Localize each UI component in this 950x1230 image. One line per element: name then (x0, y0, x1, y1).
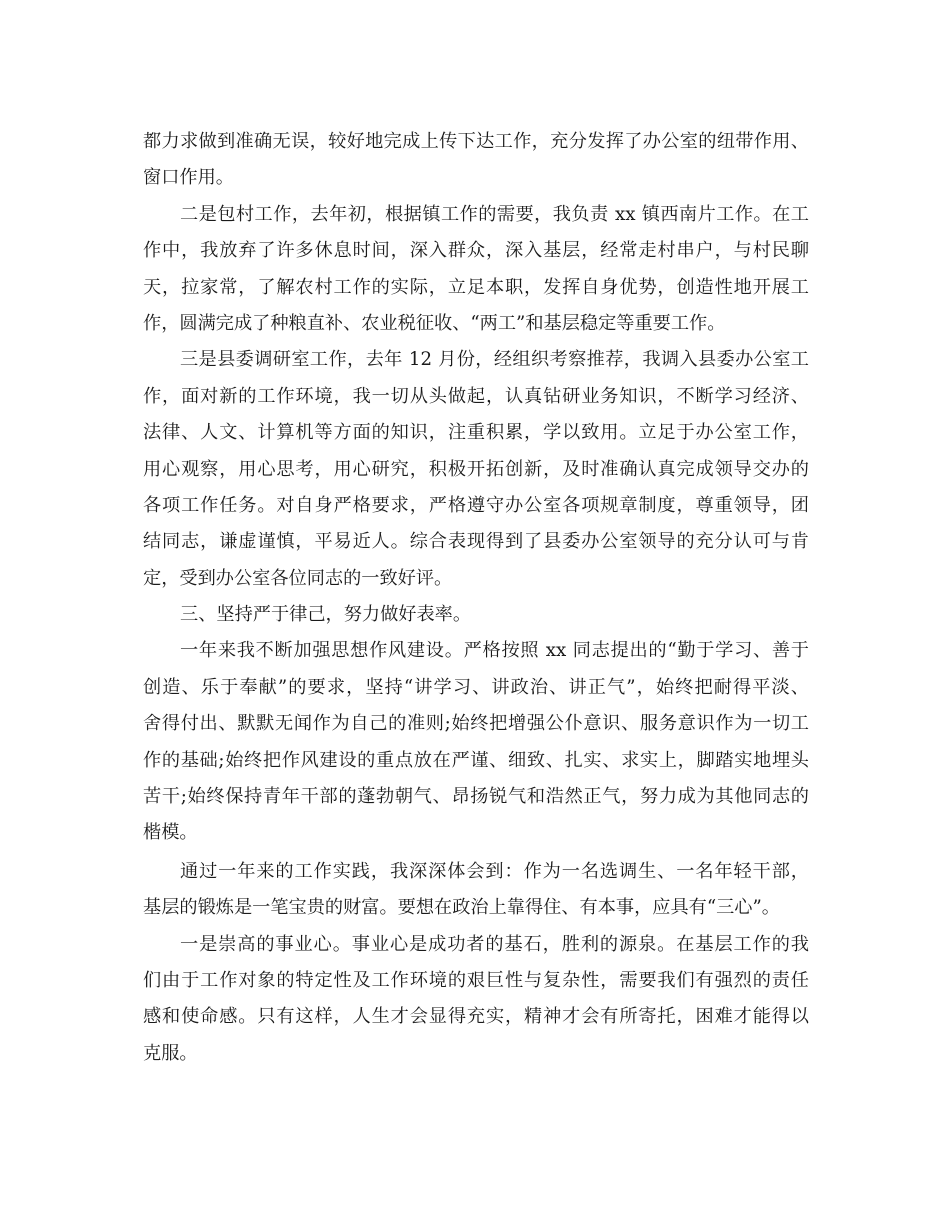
text-line: 定，受到办公室各位同志的一致好评。 (143, 567, 453, 589)
text-line: 作的基础;始终把作风建设的重点放在严谨、细致、扎实、求实上，脚踏实地埋头 (143, 749, 809, 771)
text-line: 作，面对新的工作环境，我一切从头做起，认真钻研业务知识，不断学习经济、 (143, 385, 809, 407)
text-line: 作中，我放弃了许多休息时间，深入群众，深入基层，经常走村串户，与村民聊 (143, 240, 809, 262)
text-line: 舍得付出、默默无闻作为自己的准则;始终把增强公仆意识、服务意识作为一切工 (143, 713, 809, 735)
text-line: 基层的锻炼是一笔宝贵的财富。要想在政治上靠得住、有本事，应具有“三心”。 (143, 897, 780, 919)
text-line: 感和使命感。只有这样，人生才会显得充实，精神才会有所寄托，困难才能得以 (143, 1006, 809, 1028)
text-line: 天，拉家常，了解农村工作的实际，立足本职，发挥自身优势，创造性地开展工 (143, 276, 809, 298)
text-line: 各项工作任务。对自身严格要求，严格遵守办公室各项规章制度，尊重领导，团 (143, 494, 809, 516)
text-line: 克服。 (143, 1042, 198, 1064)
text-line: 一年来我不断加强思想作风建设。严格按照 xx 同志提出的“勤于学习、善于 (180, 640, 809, 662)
text-line: 二是包村工作，去年初，根据镇工作的需要，我负责 xx 镇西南片工作。在工 (180, 203, 809, 225)
text-line: 楷模。 (143, 822, 198, 844)
text-line: 创造、乐于奉献”的要求，坚持“讲学习、讲政治、讲正气”，始终把耐得平淡、 (143, 676, 809, 698)
document-body (143, 124, 809, 1072)
section-heading: 三、坚持严于律己，努力做好表率。 (180, 604, 472, 626)
text-line: 作，圆满完成了种粮直补、农业税征收、“两工”和基层稳定等重要工作。 (143, 312, 726, 334)
text-line: 结同志，谦虚谨慎，平易近人。综合表现得到了县委办公室领导的充分认可与肯 (143, 531, 809, 553)
text-line: 都力求做到准确无误，较好地完成上传下达工作，充分发挥了办公室的纽带作用、 (143, 131, 809, 152)
text-line: 苦干;始终保持青年干部的蓬勃朝气、昂扬锐气和浩然正气，努力成为其他同志的 (143, 786, 809, 808)
text-line: 一是崇高的事业心。事业心是成功者的基石，胜利的源泉。在基层工作的我 (180, 933, 809, 955)
text-line: 们由于工作对象的特定性及工作环境的艰巨性与复杂性，需要我们有强烈的责任 (143, 969, 809, 991)
text-line: 窗口作用。 (143, 167, 234, 189)
text-line: 用心观察，用心思考，用心研究，积极开拓创新，及时准确认真完成领导交办的 (143, 458, 809, 480)
text-line: 法律、人文、计算机等方面的知识，注重积累，学以致用。立足于办公室工作， (143, 422, 809, 444)
text-line: 通过一年来的工作实践，我深深体会到：作为一名选调生、一名年轻干部， (180, 860, 809, 882)
text-line: 三是县委调研室工作，去年 12 月份，经组织考察推荐，我调入县委办公室工 (180, 349, 809, 371)
